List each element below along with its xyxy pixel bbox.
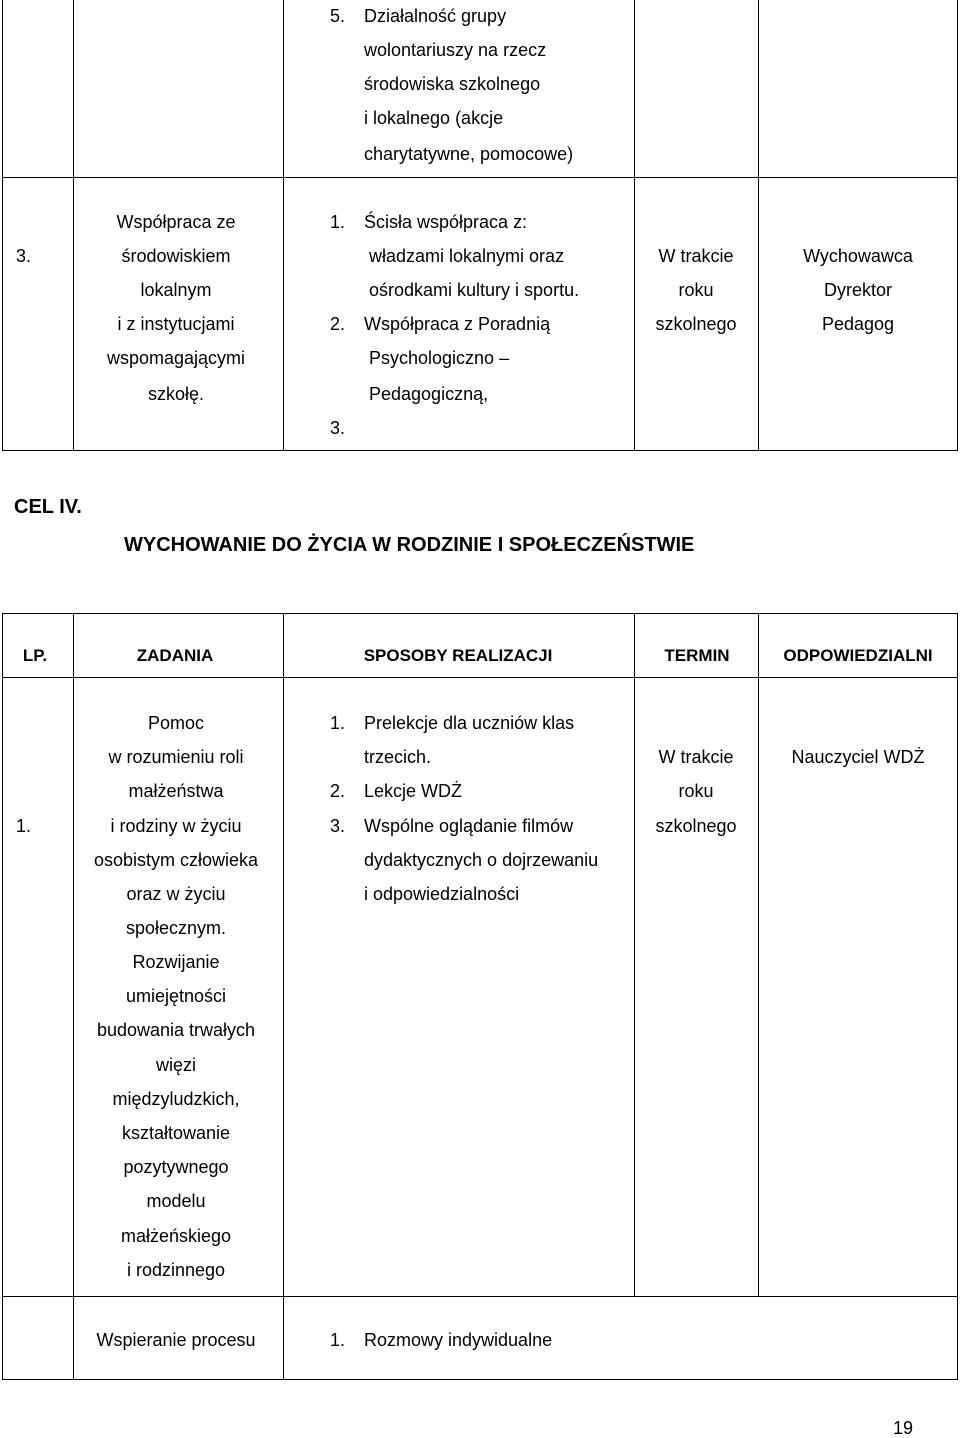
row3-task-line: środowiskiem bbox=[121, 246, 231, 266]
row3-term-line: roku bbox=[678, 280, 714, 300]
row1-task-line: małżeństwa bbox=[128, 781, 224, 801]
row1-task-line: więzi bbox=[155, 1055, 197, 1075]
row1-method-number: 2. bbox=[330, 781, 346, 801]
row3-responsible-line: Dyrektor bbox=[823, 280, 893, 300]
row3-method-line: Pedagogiczną, bbox=[369, 384, 489, 404]
grid-line bbox=[283, 613, 284, 1379]
row3-task-line: Współpraca ze bbox=[116, 212, 236, 232]
row1-task-line: społecznym. bbox=[125, 918, 227, 938]
row1-lp: 1. bbox=[16, 816, 32, 836]
grid-line bbox=[2, 177, 958, 178]
header-termin: TERMIN bbox=[664, 646, 730, 665]
row3-task-line: wspomagającymi bbox=[106, 348, 246, 368]
row1-task-line: osobistym człowieka bbox=[93, 850, 259, 870]
row5-line: charytatywne, pomocowe) bbox=[364, 144, 574, 164]
grid-line bbox=[758, 0, 759, 450]
row1-task-line: modelu bbox=[146, 1191, 206, 1211]
header-lp: LP. bbox=[22, 646, 48, 665]
row1-task-line: oraz w życiu bbox=[126, 884, 226, 904]
grid-line bbox=[2, 613, 958, 614]
row2-method-line: Rozmowy indywidualne bbox=[364, 1330, 553, 1350]
grid-line bbox=[2, 0, 3, 450]
row3-term-line: W trakcie bbox=[658, 246, 734, 266]
grid-line bbox=[73, 0, 74, 450]
row3-task-line: lokalnym bbox=[140, 280, 212, 300]
grid-line bbox=[2, 1296, 958, 1297]
row1-task-line: międzyludzkich, bbox=[112, 1089, 240, 1109]
row1-task-line: w rozumieniu roli bbox=[108, 747, 244, 767]
row1-method-number: 1. bbox=[330, 713, 346, 733]
grid-line bbox=[73, 613, 74, 1379]
row1-task-line: pozytywnego bbox=[123, 1157, 229, 1177]
row1-term-line: roku bbox=[678, 781, 714, 801]
row3-method-number: 2. bbox=[330, 314, 346, 334]
row3-method-line: władzami lokalnymi oraz bbox=[369, 246, 565, 266]
row1-method-line: i odpowiedzialności bbox=[364, 884, 520, 904]
row5-line: Działalność grupy bbox=[364, 6, 507, 26]
row1-term-line: szkolnego bbox=[655, 816, 737, 836]
row3-responsible-line: Wychowawca bbox=[803, 246, 913, 266]
row1-task-line: budowania trwałych bbox=[96, 1020, 256, 1040]
grid-line bbox=[2, 1379, 958, 1380]
grid-line bbox=[758, 613, 759, 1296]
section-title: WYCHOWANIE DO ŻYCIA W RODZINIE I SPOŁECZEŃSTWIE bbox=[124, 534, 695, 556]
row3-task-line: i z instytucjami bbox=[117, 314, 235, 334]
row5-number: 5. bbox=[330, 6, 346, 26]
row3-method-number: 3. bbox=[330, 418, 346, 438]
row2-method-number: 1. bbox=[330, 1330, 346, 1350]
page-number: 19 bbox=[893, 1418, 914, 1438]
grid-line bbox=[634, 0, 635, 450]
grid-line bbox=[2, 613, 3, 1379]
header-sposoby: SPOSOBY REALIZACJI bbox=[363, 646, 553, 665]
grid-line bbox=[2, 677, 958, 678]
row3-method-number: 1. bbox=[330, 212, 346, 232]
row3-method-line: Psychologiczno – bbox=[369, 348, 510, 368]
row1-responsible: Nauczyciel WDŻ bbox=[791, 747, 925, 767]
row1-task-line: Pomoc bbox=[147, 713, 205, 733]
grid-line bbox=[957, 613, 958, 1379]
row2-task: Wspieranie procesu bbox=[96, 1330, 256, 1350]
row1-method-number: 3. bbox=[330, 816, 346, 836]
row1-method-line: Lekcje WDŻ bbox=[364, 781, 463, 801]
grid-line bbox=[283, 0, 284, 450]
row1-task-line: i rodziny w życiu bbox=[110, 816, 242, 836]
header-zadania: ZADANIA bbox=[136, 646, 214, 665]
row1-method-line: Wspólne oglądanie filmów bbox=[364, 816, 574, 836]
row3-method-line: ośrodkami kultury i sportu. bbox=[369, 280, 580, 300]
row1-task-line: małżeńskiego bbox=[120, 1226, 232, 1246]
grid-line bbox=[2, 450, 958, 451]
row1-method-line: dydaktycznych o dojrzewaniu bbox=[364, 850, 599, 870]
row3-task-line: szkołę. bbox=[147, 384, 205, 404]
row1-term-line: W trakcie bbox=[658, 747, 734, 767]
row5-line: wolontariuszy na rzecz bbox=[364, 40, 547, 60]
row1-task-line: Rozwijanie bbox=[132, 952, 220, 972]
row3-method-line: Współpraca z Poradnią bbox=[364, 314, 551, 334]
row3-responsible-line: Pedagog bbox=[821, 314, 895, 334]
row1-method-line: Prelekcje dla uczniów klas bbox=[364, 713, 575, 733]
row1-method-line: trzecich. bbox=[364, 747, 432, 767]
header-odpowiedzialni: ODPOWIEDZIALNI bbox=[783, 646, 933, 665]
row1-task-line: umiejętności bbox=[125, 986, 227, 1006]
row3-lp: 3. bbox=[16, 246, 32, 266]
row1-task-line: i rodzinnego bbox=[126, 1260, 226, 1280]
section-label: CEL IV. bbox=[14, 496, 82, 518]
grid-line bbox=[957, 0, 958, 450]
row1-task-line: kształtowanie bbox=[121, 1123, 231, 1143]
row3-method-line: Ścisła współpraca z: bbox=[364, 212, 528, 232]
row5-line: i lokalnego (akcje bbox=[364, 108, 504, 128]
row3-term-line: szkolnego bbox=[655, 314, 737, 334]
grid-line bbox=[634, 613, 635, 1296]
row5-line: środowiska szkolnego bbox=[364, 74, 541, 94]
